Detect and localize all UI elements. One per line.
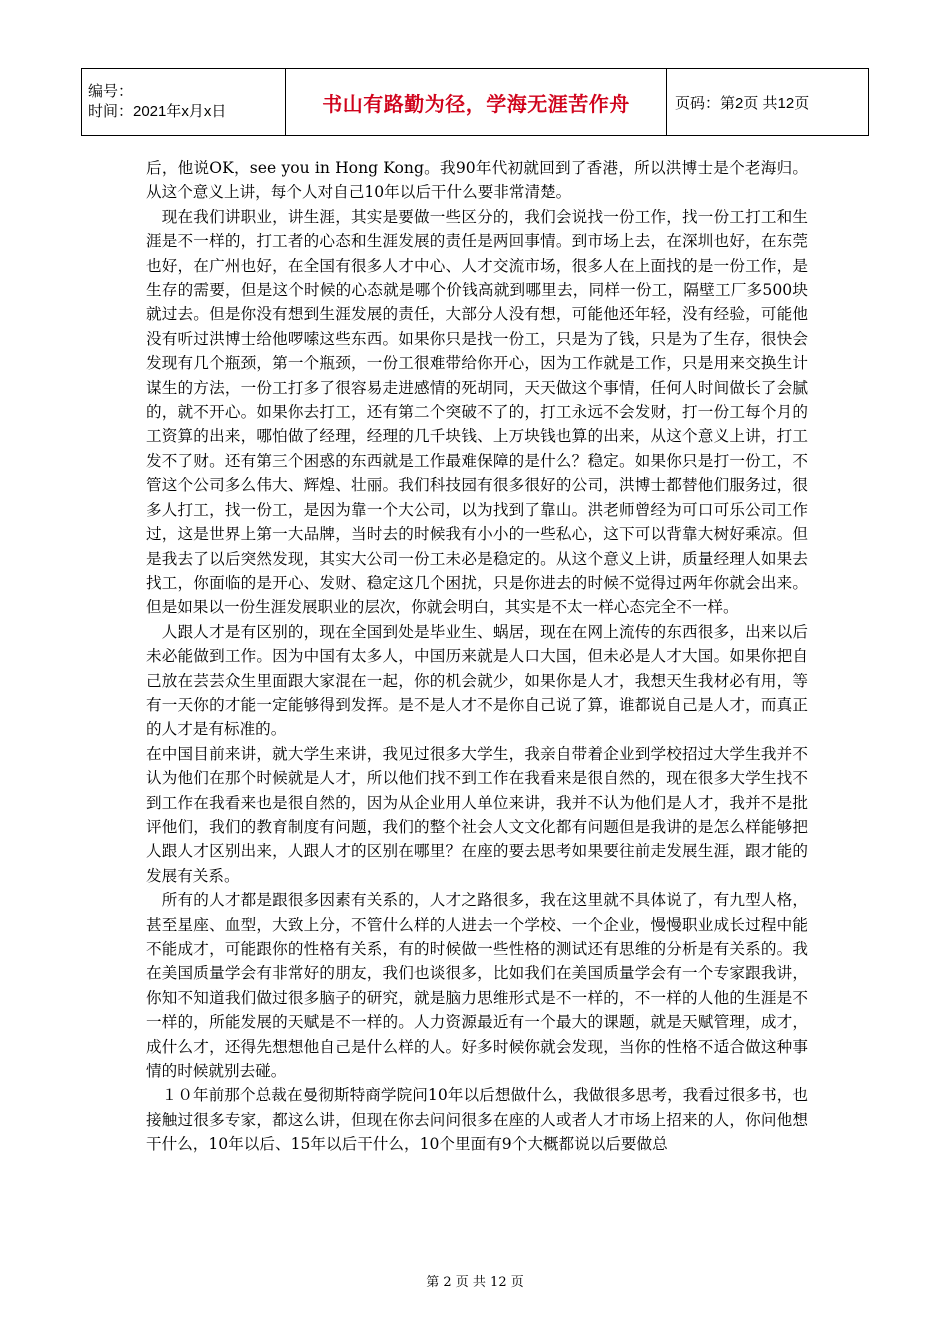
- document-number-label: 编号：: [88, 83, 134, 100]
- page-header: [81, 68, 869, 136]
- paragraph-4: 在中国目前来讲，就大学生来讲，我见过很多大学生，我亲自带着企业到学校招过大学生我并不认为他们在那个时候就是人才，所以他们找不到工作在我看来是很自然的，现在很多大学生找不到工作在我看来也是很自然的，因为从企业用人单位来讲，我并不认为他们是人才，我并不是批评他们，我们的教育制度有问题，我们的整个社会人文文化都有问题但是我讲的是怎么样能够把人跟人才区别出来，人跟人才的区别在哪里？在座的要去思考如果要往前走发展生涯，跟才能的发展有关系。: [146, 744, 808, 885]
- header-page-number: 页码：第2页 共12页: [667, 69, 869, 136]
- page-footer: 第 2 页 共 12 页: [426, 1275, 524, 1290]
- paragraph-5: 所有的人才都是跟很多因素有关系的，人才之路很多，我在这里就不具体说了，有九型人格，甚至星座、血型，大致上分，不管什么样的人进去一个学校、一个企业，慢慢职业成长过程中能不能成才，可能跟你的性格有关系，有的时候做一些性格的测试还有思维的分析是有关系的。我在美国质量学会有非常好的朋友，我们也谈很多，比如我们在美国质量学会有一个专家跟我讲，你知不知道我们做过很多脑子的研究，就是脑力思维形式是不一样的，不一样的人他的生涯是不一样的，所能发展的天赋是不一样的。人力资源最近有一个最大的课题，就是天赋管理，成才，成什么才，还得先想想他自己是什么样的人。好多时候你就会发现，当你的性格不适合做这种事情的时候就别去碰。: [146, 891, 808, 1081]
- header-motto: 书山有路勤为径，学海无涯苦作舟: [286, 69, 667, 136]
- header-meta: [82, 69, 286, 136]
- paragraph-1: 后，他说OK，see you in Hong Kong。我90年代初就回到了香港，所以洪博士是个老海归。从这个意义上讲，每个人对自己10年以后干什么要非常清楚。: [146, 159, 808, 202]
- document-date-label: 时间：2021年x月x日: [88, 103, 227, 120]
- paragraph-6: １０年前那个总裁在曼彻斯特商学院问10年以后想做什么，我做很多思考，我看过很多书，也接触过很多专家，都这么讲，但现在你去问问很多在座的人或者人才市场上招来的人，你问他想干什么，10年以后、15年以后干什么，10个里面有9个大概都说以后要做总: [146, 1086, 808, 1154]
- paragraph-3: 人跟人才是有区别的，现在全国到处是毕业生、蜗居，现在在网上流传的东西很多，出来以后未必能做到工作。因为中国有太多人，中国历来就是人口大国，但未必是人才大国。如果你把自己放在芸芸众生里面跟大家混在一起，你的机会就少，如果你是人才，我想天生我材必有用，等有一天你的才能一定能够得到发挥。是不是人才不是你自己说了算，谁都说自己是人才，而真正的人才是有标准的。: [146, 622, 808, 739]
- document-body: [146, 156, 808, 1157]
- paragraph-2: 现在我们讲职业，讲生涯，其实是要做一些区分的，我们会说找一份工作，找一份工打工和生涯是不一样的，打工者的心态和生涯发展的责任是两回事情。到市场上去，在深圳也好，在东莞也好，在广州也好，在全国有很多人才中心、人才交流市场，很多人在上面找的是一份工作，是生存的需要，但是这个时候的心态就是哪个价钱高就到哪里去，同样一份工，隔壁工厂多500块就过去。但是你没有想到生涯发展的责任，大部分人没有想，可能他还年轻，没有经验，可能他没有听过洪博士给他啰嗦这些东西。如果你只是找一份工，只是为了钱，只是为了生存，很快会发现有几个瓶颈，第一个瓶颈，一份工很难带给你开心，因为工作就是工作，只是用来交换生计谋生的方法，一份工打多了很容易走进感情的死胡同，天天做这个事情，任何人时间做长了会腻的，就不开心。如果你去打工，还有第二个突破不了的，打工永远不会发财，打一份工每个月的工资算的出来，哪怕做了经理，经理的几千块钱、上万块钱也算的出来，从这个意义上讲，打工发不了财。还有第三个困惑的东西就是工作最难保障的是什么？稳定。如果你只是打一份工，不管这个公司多么伟大、辉煌、壮丽。我们科技园有很多很好的公司，洪博士都替他们服务过，很多人打工，找一份工，是因为靠一个大公司，以为找到了靠山。洪老师曾经为可口可乐公司工作过，这是世界上第一大品牌，当时去的时候我有小小的一些私心，这下可以背靠大树好乘凉。但是我去了以后突然发现，其实大公司一份工未必是稳定的。从这个意义上讲，质量经理人如果去找工，你面临的是开心、发财、稳定这几个困扰，只是你进去的时候不觉得过两年你就会出来。但是如果以一份生涯发展职业的层次，你就会明白，其实是不太一样心态完全不一样。: [146, 207, 808, 617]
